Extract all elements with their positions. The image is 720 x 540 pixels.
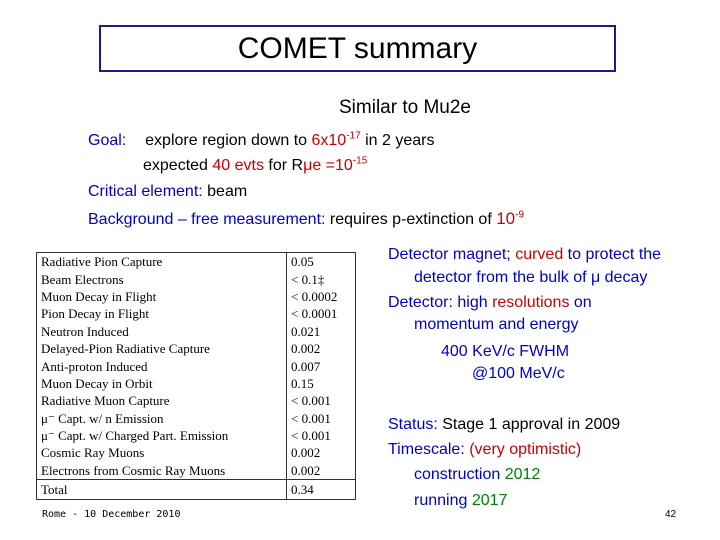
detector-line-1 xyxy=(388,294,592,312)
table-row xyxy=(37,270,355,287)
detector-text-1: high xyxy=(452,294,493,311)
row-value: 0.05 xyxy=(287,253,356,270)
table-row xyxy=(37,375,355,392)
ratio-value: e =10 xyxy=(312,157,353,174)
row-value: 0.007 xyxy=(287,357,356,374)
timescale-label: Timescale: xyxy=(388,441,465,458)
row-value: < 0.001 xyxy=(287,392,356,409)
row-value: < 0.0001 xyxy=(287,305,356,322)
ratio-text: for R xyxy=(263,157,304,174)
table-total-row xyxy=(37,480,355,500)
row-label: Cosmic Ray Muons xyxy=(41,445,145,461)
row-label: Muon Decay in Orbit xyxy=(41,375,153,391)
construction-year: 2012 xyxy=(504,466,541,483)
magnet-text-3: decay xyxy=(600,269,648,286)
total-value: 0.34 xyxy=(287,480,356,500)
table-row xyxy=(37,444,355,461)
magnet-line-2 xyxy=(414,269,647,287)
ratio-exponent: -15 xyxy=(352,155,368,167)
table-row xyxy=(37,392,355,409)
row-value: 0.021 xyxy=(287,323,356,340)
timescale-note: (very optimistic) xyxy=(464,441,582,458)
extinction-value: 10 xyxy=(496,209,516,228)
row-label: Muon Decay in Flight xyxy=(41,288,157,304)
detector-resolutions: resolutions xyxy=(492,294,570,311)
detector-momentum: @100 MeV/c xyxy=(472,365,565,382)
table-body xyxy=(37,253,355,499)
table-row xyxy=(37,253,355,270)
critical-label: Critical element: xyxy=(88,183,203,200)
extinction-exponent: -9 xyxy=(515,209,525,221)
goal-text-1: explore region down to xyxy=(145,132,312,149)
row-label: Beam Electrons xyxy=(41,271,124,287)
table-row xyxy=(37,305,355,322)
detector-text-2: on xyxy=(569,294,592,311)
row-label: Delayed-Pion Radiative Capture xyxy=(41,341,210,357)
status-text: Stage 1 approval in 2009 xyxy=(437,416,621,433)
magnet-label: Detector magnet; xyxy=(388,246,511,263)
detector-label: Detector: xyxy=(388,294,453,311)
goal-label: Goal: xyxy=(88,132,127,149)
row-value: 0.002 xyxy=(287,444,356,461)
mu-symbol: μ xyxy=(303,157,313,174)
status-label: Status: xyxy=(388,416,438,433)
table-row xyxy=(37,288,355,305)
row-value: < 0.001 xyxy=(287,410,356,427)
row-value: 0.002 xyxy=(287,340,356,357)
running-label: running xyxy=(414,492,472,509)
status-line xyxy=(388,416,620,434)
magnet-text-2: detector from the bulk of xyxy=(414,269,591,286)
row-label: Anti-proton Induced xyxy=(41,358,148,374)
page-number: 42 xyxy=(665,509,677,520)
row-value: < 0.0002 xyxy=(287,288,356,305)
footer-text: Rome - 10 December 2010 xyxy=(42,509,181,520)
background-table xyxy=(36,252,356,500)
construction-label: construction xyxy=(414,466,505,483)
table-row xyxy=(37,427,355,444)
goal-exponent: -17 xyxy=(346,130,361,142)
row-label: Neutron Induced xyxy=(41,323,129,339)
critical-line xyxy=(88,183,247,201)
goal-expected-line xyxy=(143,157,367,175)
magnet-curved: curved xyxy=(515,246,564,263)
background-label: Background – free measurement: xyxy=(88,211,326,228)
row-label: Pion Decay in Flight xyxy=(41,306,149,322)
slide-subtitle: Similar to Mu2e xyxy=(339,97,471,118)
detector-line-2: momentum and energy xyxy=(414,316,579,333)
background-text: requires p-extinction of xyxy=(325,211,497,228)
row-label: Radiative Muon Capture xyxy=(41,393,170,409)
row-label: Electrons from Cosmic Ray Muons xyxy=(41,462,226,478)
background-table-grid xyxy=(37,253,355,499)
expected-text: expected xyxy=(143,157,213,174)
magnet-line-1 xyxy=(388,246,661,264)
total-label: Total xyxy=(37,480,287,500)
table-row xyxy=(37,323,355,340)
running-year: 2017 xyxy=(471,492,508,509)
detector-fwhm: 400 KeV/c FWHM xyxy=(441,343,570,360)
timescale-line xyxy=(388,441,581,459)
goal-value: 6x10 xyxy=(311,132,347,149)
row-value: 0.15 xyxy=(287,375,356,392)
row-value: < 0.1‡ xyxy=(287,270,356,287)
magnet-text-1: to protect the xyxy=(563,246,662,263)
goal-text-2: in 2 years xyxy=(360,132,435,149)
critical-text: beam xyxy=(202,183,248,200)
table-row xyxy=(37,357,355,374)
table-row xyxy=(37,410,355,427)
row-label: μ⁻ Capt. w/ Charged Part. Emission xyxy=(41,428,229,444)
row-value: 0.002 xyxy=(287,462,356,480)
row-value: < 0.001 xyxy=(287,427,356,444)
goal-line xyxy=(88,132,434,150)
slide-title: COMET summary xyxy=(99,25,616,72)
expected-events: 40 evts xyxy=(212,157,264,174)
running-line xyxy=(414,492,507,510)
background-line xyxy=(88,209,524,229)
table-row xyxy=(37,340,355,357)
construction-line xyxy=(414,466,540,484)
magnet-mu: μ xyxy=(590,269,601,286)
table-row xyxy=(37,462,355,480)
row-label: μ⁻ Capt. w/ n Emission xyxy=(41,410,164,426)
row-label: Radiative Pion Capture xyxy=(41,254,163,270)
